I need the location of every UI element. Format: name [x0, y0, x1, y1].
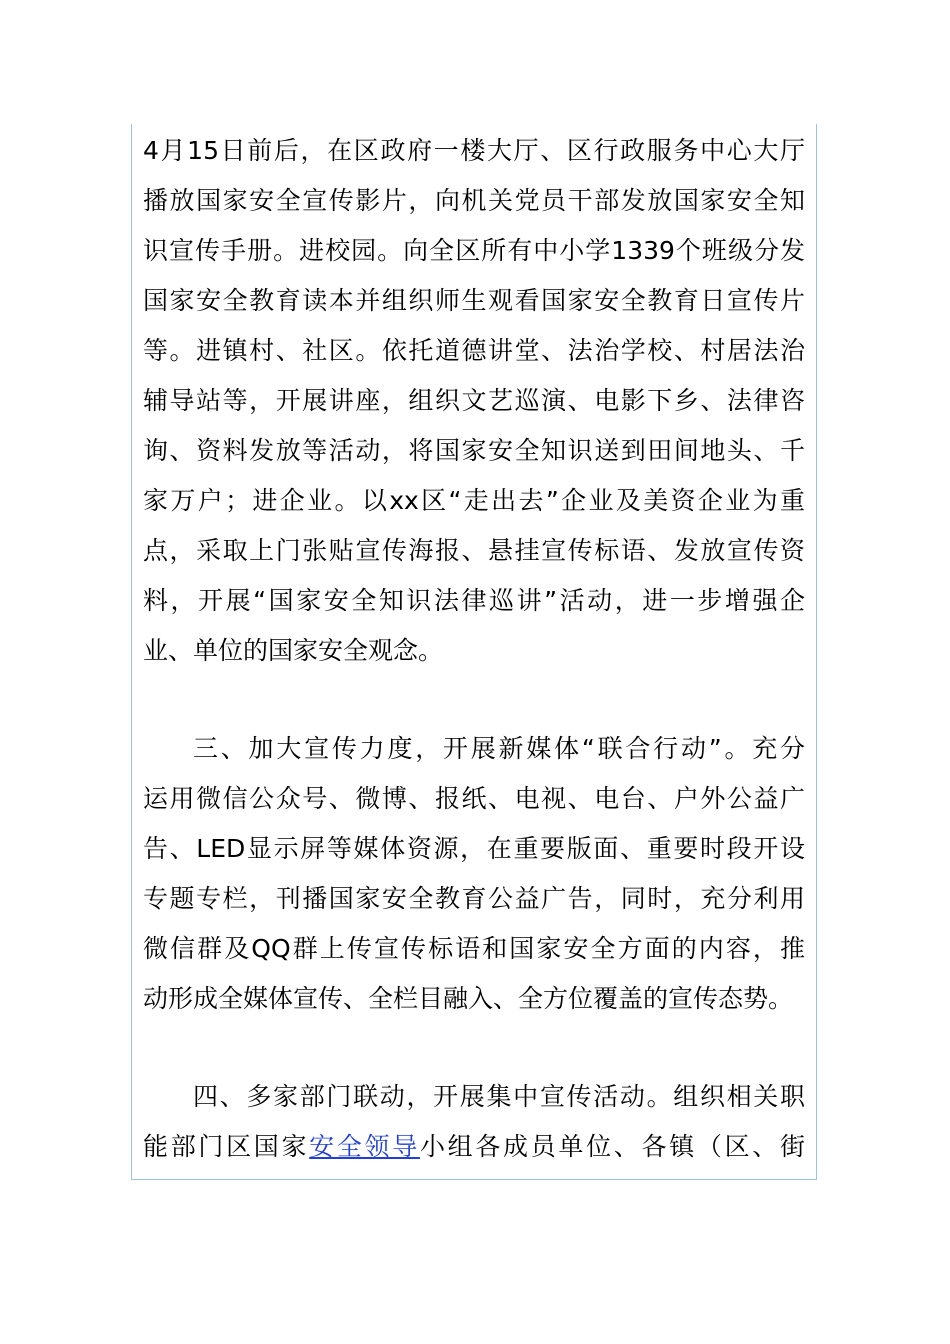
paragraph-line: 等。进镇村、社区。依托道德讲堂、法治学校、村居法治: [143, 336, 805, 365]
paragraph-spacer: [143, 676, 805, 724]
paragraph-line: 点，采取上门张贴宣传海报、悬挂宣传标语、发放宣传资: [143, 536, 805, 565]
paragraph-2: [143, 724, 805, 1024]
paragraph-3: [143, 1072, 805, 1172]
paragraph-line: 4月15日前后，在区政府一楼大厅、区行政服务中心大厅: [143, 136, 805, 165]
paragraph-line: 家万户；进企业。以xx区“走出去”企业及美资企业为重: [143, 486, 805, 515]
paragraph-line: 国家安全教育读本并组织师生观看国家安全教育日宣传片: [143, 286, 805, 315]
document-body: [143, 126, 805, 1172]
paragraph-1: [143, 126, 805, 676]
paragraph-line: 辅导站等，开展讲座，组织文艺巡演、电影下乡、法律咨: [143, 386, 805, 415]
paragraph-line: 运用微信公众号、微博、报纸、电视、电台、户外公益广: [143, 784, 805, 813]
paragraph-line: 四、多家部门联动，开展集中宣传活动。组织相关职: [193, 1082, 805, 1111]
line-text-before-link: 能部门区国家: [143, 1132, 310, 1161]
paragraph-line: 询、资料发放等活动，将国家安全知识送到田间地头、千: [143, 436, 805, 465]
paragraph-line: 料，开展“国家安全知识法律巡讲”活动，进一步增强企: [143, 586, 805, 615]
paragraph-line: 微信群及QQ群上传宣传标语和国家安全方面的内容，推: [143, 934, 805, 963]
paragraph-line: 专题专栏，刊播国家安全教育公益广告，同时，充分利用: [143, 884, 805, 913]
paragraph-line: 三、加大宣传力度，开展新媒体“联合行动”。充分: [193, 734, 805, 763]
paragraph-line: 动形成全媒体宣传、全栏目融入、全方位覆盖的宣传态势。: [143, 984, 794, 1013]
security-leadership-link[interactable]: 安全领导: [309, 1132, 420, 1161]
paragraph-line: 播放国家安全宣传影片，向机关党员干部发放国家安全知: [143, 186, 805, 215]
line-text-after-link: 小组各成员单位、各镇（区、街: [419, 1132, 805, 1161]
paragraph-line: 识宣传手册。进校园。向全区所有中小学1339个班级分发: [143, 236, 805, 265]
paragraph-line: 业、单位的国家安全观念。: [143, 636, 444, 665]
paragraph-line: [143, 1122, 805, 1172]
paragraph-line: 告、LED显示屏等媒体资源，在重要版面、重要时段开设: [143, 834, 805, 863]
paragraph-spacer: [143, 1024, 805, 1072]
